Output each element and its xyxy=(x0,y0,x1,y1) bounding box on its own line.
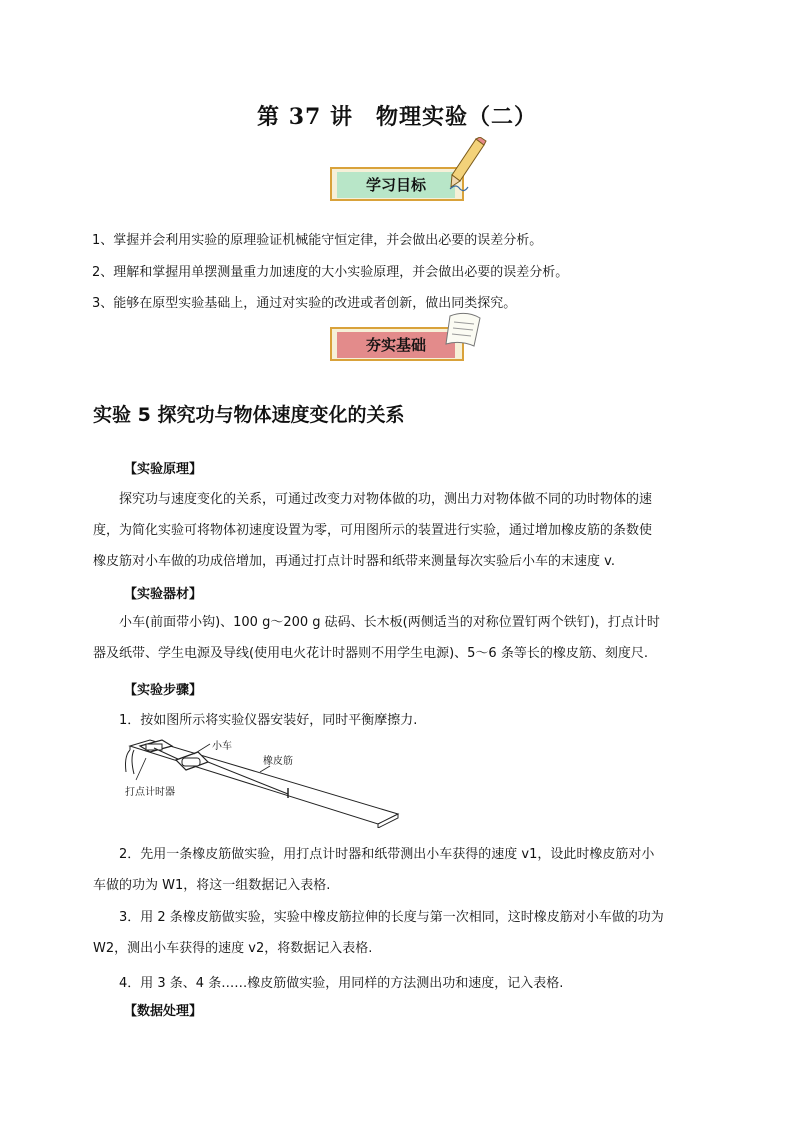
equipment-label: 【实验器材】 xyxy=(124,587,203,602)
pencil-icon xyxy=(448,137,488,192)
page-title: 第 37 讲 物理实验（二） xyxy=(257,104,537,130)
figure-label-rubber-band: 橡皮筋 xyxy=(263,756,293,767)
principle-label: 【实验原理】 xyxy=(124,462,203,477)
basics-badge-label: 夯实基础 xyxy=(337,332,455,358)
equipment-text xyxy=(93,607,709,669)
figure-label-timer: 打点计时器 xyxy=(125,787,175,798)
goals-badge-label: 学习目标 xyxy=(337,172,455,198)
step-3 xyxy=(93,902,709,964)
step-4: 4．用 3 条、4 条……橡皮筋做实验，用同样的方法测出功和速度，记入表格. xyxy=(119,976,564,991)
principle-text xyxy=(93,484,709,577)
goal-item-2: 2、理解和掌握用单摆测量重力加速度的大小实验原理，并会做出必要的误差分析。 xyxy=(92,265,569,280)
step-3-line-1: 3．用 2 条橡皮筋做实验，实验中橡皮筋拉伸的长度与第一次相同，这时橡皮筋对小车做的功为 xyxy=(119,910,664,925)
step-3-line-2: W2，测出小车获得的速度 v2，将数据记入表格. xyxy=(93,941,373,956)
principle-line-2: 度，为简化实验可将物体初速度设置为零，可用图所示的装置进行实验，通过增加橡皮筋的条数使 xyxy=(93,523,653,538)
experiment-heading: 实验 5 探究功与物体速度变化的关系 xyxy=(93,404,405,426)
equipment-line-2: 器及纸带、学生电源及导线(使用电火花计时器则不用学生电源)、5～6 条等长的橡皮筋、刻度尺. xyxy=(93,646,648,661)
apparatus-figure xyxy=(110,732,410,828)
principle-line-3: 橡皮筋对小车做的功成倍增加，再通过打点计时器和纸带来测量每次实验后小车的末速度 v. xyxy=(93,554,615,569)
principle-line-1: 探究功与速度变化的关系，可通过改变力对物体做的功，测出力对物体做不同的功时物体的速 xyxy=(119,492,653,507)
steps-label: 【实验步骤】 xyxy=(124,683,203,698)
step-2 xyxy=(93,839,709,901)
step-2-line-2: 车做的功为 W1，将这一组数据记入表格. xyxy=(93,878,331,893)
equipment-line-1: 小车(前面带小钩)、100 g～200 g 砝码、长木板(两侧适当的对称位置钉两个铁钉)，打点计时 xyxy=(119,615,660,630)
goals-badge xyxy=(330,167,464,201)
goal-item-3: 3、能够在原型实验基础上，通过对实验的改进或者创新，做出同类探究。 xyxy=(92,296,517,311)
step-2-line-1: 2．先用一条橡皮筋做实验，用打点计时器和纸带测出小车获得的速度 v1，设此时橡皮筋对小 xyxy=(119,847,655,862)
step-1: 1．按如图所示将实验仪器安装好，同时平衡摩擦力. xyxy=(119,713,418,728)
figure-label-cart: 小车 xyxy=(212,741,232,752)
goal-item-1: 1、掌握并会利用实验的原理验证机械能守恒定律，并会做出必要的误差分析。 xyxy=(92,233,543,248)
data-processing-label: 【数据处理】 xyxy=(124,1004,203,1019)
scroll-icon xyxy=(444,310,488,350)
